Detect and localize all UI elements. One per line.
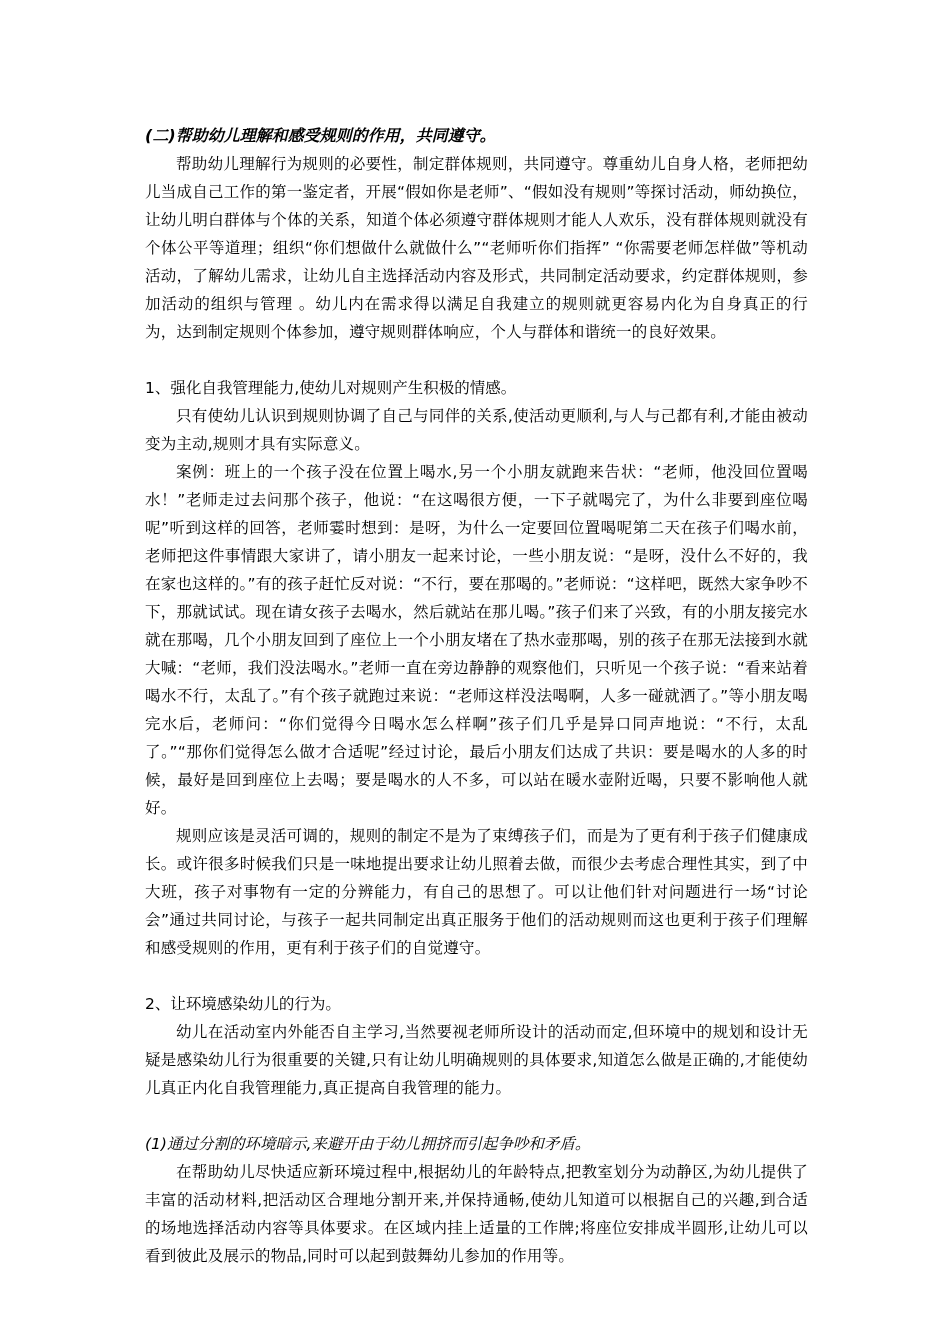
paragraph-rules-understanding: 帮助幼儿理解行为规则的必要性，制定群体规则，共同遵守。尊重幼儿自身人格，老师把幼儿当成自己工作的第一鉴定者，开展“假如你是老师”、“假如没有规则”等探讨活动，师幼换位，让幼儿明白群体与个体的关系，知道个体必须遵守群体规则才能人人欢乐，没有群体规则就没有个体公平等道理；组织“你们想做什么就做什么”“老师听你们指挥” “你需要老师怎样做”等机动活动，了解幼儿需求，让幼儿自主选择活动内容及形式，共同制定活动要求，约定群体规则，参加活动的组织与管理 。幼儿内在需求得以满足自我建立的规则就更容易内化为自身真正的行为，达到制定规则个体参加，遵守规则群体响应，个人与群体和谐统一的良好效果。	[145, 155, 808, 341]
section-heading-2: (二)帮助幼儿理解和感受规则的作用，共同遵守。	[145, 126, 496, 145]
spacer	[145, 1102, 808, 1130]
paragraph-self-management: 只有使幼儿认识到规则协调了自己与同伴的关系,使活动更顺利,与人与己都有利,才能由被动变为主动,规则才具有实际意义。	[145, 407, 808, 453]
spacer	[145, 962, 808, 990]
spacer	[145, 346, 808, 374]
subsection-heading-1: (1)通过分割的环境暗示,来避开由于幼儿拥挤而引起争吵和矛盾。	[145, 1135, 591, 1153]
document-page	[145, 122, 808, 1270]
paragraph-environment: 幼儿在活动室内外能否自主学习,当然要视老师所设计的活动而定,但环境中的规划和设计无疑是感染幼儿行为很重要的关键,只有让幼儿明确规则的具体要求,知道怎么做是正确的,才能使幼儿真正内化自我管理能力,真正提高自我管理的能力。	[145, 1023, 808, 1097]
subsection-title-2: 2、让环境感染幼儿的行为。	[145, 995, 341, 1013]
paragraph-space-division: 在帮助幼儿尽快适应新环境过程中,根据幼儿的年龄特点,把教室划分为动静区,为幼儿提供了丰富的活动材料,把活动区合理地分割开来,并保持通畅,使幼儿知道可以根据自己的兴趣,到合适的场地选择活动内容等具体要求。在区域内挂上适量的工作牌;将座位安排成半圆形,让幼儿可以看到彼此及展示的物品,同时可以起到鼓舞幼儿参加的作用等。	[145, 1163, 808, 1265]
paragraph-case-study: 案例：班上的一个孩子没在位置上喝水,另一个小朋友就跑来告状：“老师，他没回位置喝水！”老师走过去问那个孩子，他说：“在这喝很方便，一下子就喝完了，为什么非要到座位喝呢”听到这样的回答，老师霎时想到：是呀，为什么一定要回位置喝呢第二天在孩子们喝水前，老师把这件事情跟大家讲了，请小朋友一起来讨论，一些小朋友说：“是呀，没什么不好的，我在家也这样的。”有的孩子赶忙反对说：“不行，要在那喝的。”老师说：“这样吧，既然大家争吵不下，那就试试。现在请女孩子去喝水，然后就站在那儿喝。”孩子们来了兴致，有的小朋友接完水就在那喝，几个小朋友回到了座位上一个小朋友堵在了热水壶那喝，别的孩子在那无法接到水就大喊：“老师，我们没法喝水。”老师一直在旁边静静的观察他们，只听见一个孩子说：“看来站着喝水不行，太乱了。”有个孩子就跑过来说：“老师这样没法喝啊，人多一碰就洒了。”等小朋友喝完水后，老师问：“你们觉得今日喝水怎么样啊”孩子们几乎是异口同声地说：“不行，太乱了。”“那你们觉得怎么做才合适呢”经过讨论，最后小朋友们达成了共识：要是喝水的人多的时候，最好是回到座位上去喝；要是喝水的人不多，可以站在暖水壶附近喝，只要不影响他人就好。	[145, 463, 808, 817]
paragraph-flexible-rules: 规则应该是灵活可调的，规则的制定不是为了束缚孩子们，而是为了更有利于孩子们健康成长。或许很多时候我们只是一味地提出要求让幼儿照着去做，而很少去考虑合理性其实，到了中大班，孩子对事物有一定的分辨能力，有自己的思想了。可以让他们针对问题进行一场“讨论会”通过共同讨论，与孩子一起共同制定出真正服务于他们的活动规则而这也更利于孩子们理解和感受规则的作用，更有利于孩子们的自觉遵守。	[145, 827, 808, 957]
subsection-title-1: 1、强化自我管理能力,使幼儿对规则产生积极的情感。	[145, 379, 517, 397]
